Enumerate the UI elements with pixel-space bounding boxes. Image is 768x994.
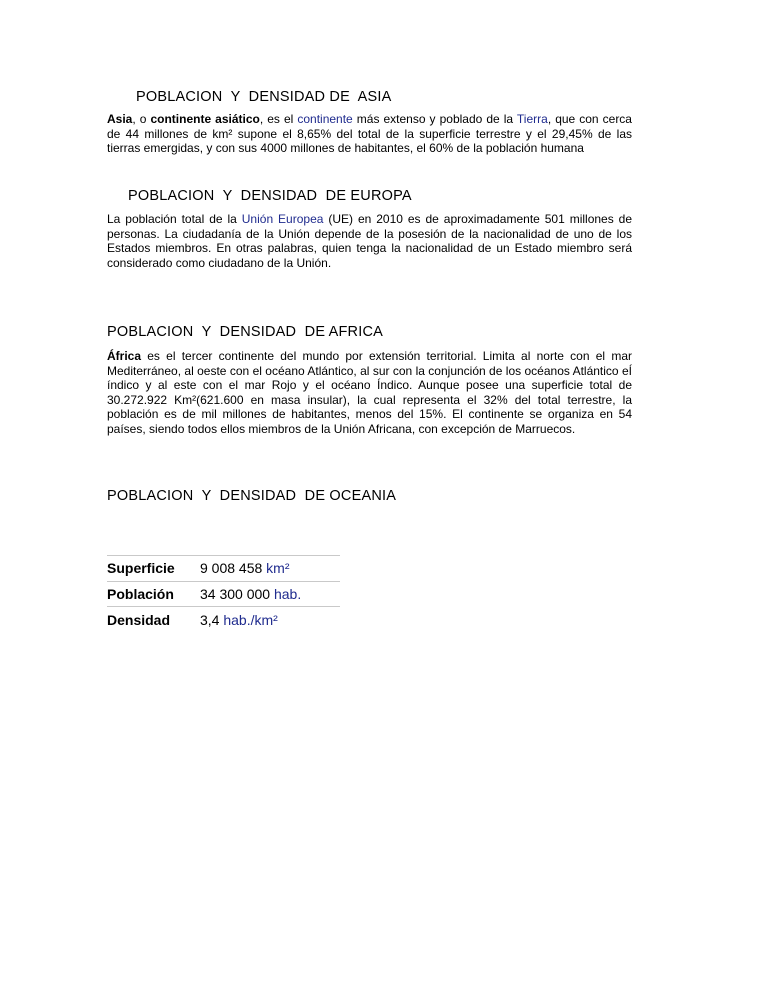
table-row — [107, 607, 340, 633]
heading-asia: POBLACION Y DENSIDAD DE ASIA — [136, 89, 392, 105]
link-unit-km2[interactable]: km² — [266, 560, 290, 577]
text-segment: La población total de la — [107, 212, 242, 226]
row-label: Superficie — [107, 556, 200, 582]
table-row — [107, 556, 340, 582]
heading-africa: POBLACION Y DENSIDAD DE AFRICA — [107, 324, 383, 340]
heading-oceania: POBLACION Y DENSIDAD DE OCEANIA — [107, 488, 397, 504]
text-segment: , o — [132, 112, 151, 126]
text-segment: , que con cerca de 44 millones de km² supone el 8,65% del total de la superficie terrestre y el 29,45% de las tierras emergidas, y con sus 4000 millones de habitantes, el 60% de la población humana — [107, 112, 632, 156]
value-number: 3,4 — [200, 611, 224, 628]
table-row — [107, 581, 340, 607]
paragraph-europa — [107, 212, 632, 270]
row-label: Densidad — [107, 607, 200, 633]
paragraph-asia — [107, 112, 632, 156]
value-number: 9 008 458 — [200, 560, 267, 577]
row-label: Población — [107, 581, 200, 607]
bold-continente-asiatico: continente asiático — [150, 112, 260, 126]
bold-africa: África — [107, 349, 142, 363]
link-unit-hab[interactable]: hab. — [273, 585, 302, 602]
text-segment: (UE) en 2010 es de aproximadamente 501 millones de personas. La ciudadanía de la Unión depende de la posesión de la nacionalidad de uno de los Estados miembros. En otras palabras, quien tenga la nacionalidad de un Estado miembro será considerado como ciudadano de la Unión. — [107, 212, 633, 270]
text-segment: , es el — [259, 112, 298, 126]
link-unit-density[interactable]: hab./km² — [223, 611, 278, 628]
row-value — [200, 556, 340, 582]
oceania-stats-table — [107, 555, 340, 632]
link-tierra[interactable]: Tierra — [516, 112, 548, 126]
link-continente[interactable]: continente — [297, 112, 353, 126]
bold-asia: Asia — [107, 112, 133, 126]
value-number: 34 300 000 — [200, 585, 274, 602]
link-union-europea[interactable]: Unión Europea — [241, 212, 324, 226]
paragraph-africa — [107, 349, 632, 437]
heading-europa: POBLACION Y DENSIDAD DE EUROPA — [128, 188, 412, 204]
row-value — [200, 581, 340, 607]
text-segment: es el tercer continente del mundo por extensión territorial. Limita al norte con el mar Mediterráneo, al oeste con el océano Atlántico, al sur con la conjunción de los océanos Atlántico eÍ índico y al este con el mar Rojo y el océano Índico. Aunque posee una superficie total de 30.272.922 Km²(621.600 en masa insular), la cual representa el 32% del total terrestre, la población es de mil millones de habitantes, menos del 15%. El continente se organiza en 54 países, siendo todos ellos miembros de la Unión Africana, con excepción de Marruecos. — [107, 349, 632, 436]
text-segment: más extenso y poblado de la — [352, 112, 517, 126]
row-value — [200, 607, 340, 633]
